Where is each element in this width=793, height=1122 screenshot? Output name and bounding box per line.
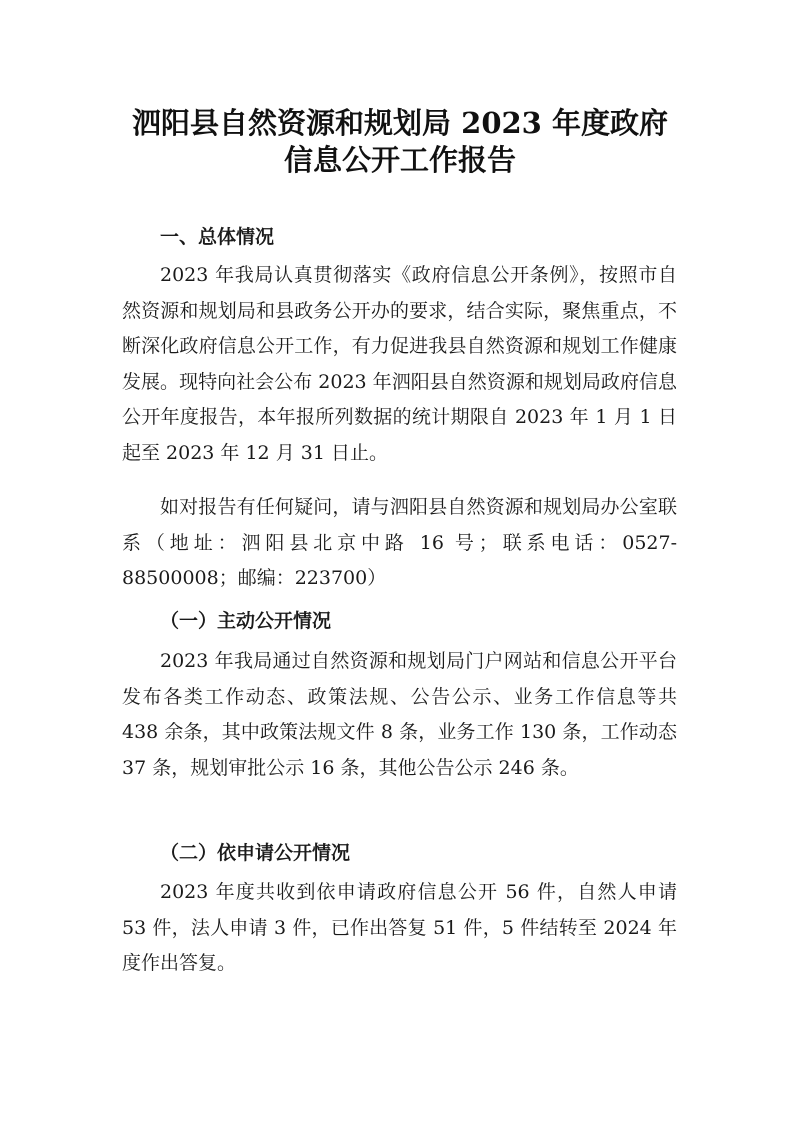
document-title-line-2: 信息公开工作报告 [283,143,516,177]
application-disclosure-paragraph: 2023 年度共收到依申请政府信息公开 56 件，自然人申请 53 件，法人申请 3 件，已作出答复 51 件，5 件结转至 2024 年度作出答复。 [122,881,677,975]
subsection-heading-active-disclosure: （一）主动公开情况 [160,610,332,632]
contact-paragraph: 如对报告有任何疑问，请与泗阳县自然资源和规划局办公室联系（地址：泗阳县北京中路 16 号；联系电话：0527-88500008；邮编：223700） [122,496,677,590]
document-title-line-1: 泗阳县自然资源和规划局 2023 年度政府 [132,106,668,140]
section-heading-overview: 一、总体情况 [160,226,275,248]
subsection-heading-application-disclosure: （二）依申请公开情况 [160,842,351,864]
overview-paragraph: 2023 年我局认真贯彻落实《政府信息公开条例》，按照市自然资源和规划局和县政务公开办的要求，结合实际，聚焦重点，不断深化政府信息公开工作，有力促进我县自然资源和规划工作健康发展。现特向社会公布 2023 年泗阳县自然资源和规划局政府信息公开年度报告，本年报所列数据的统计期限自 2023 年 1 月 1 日起至 2023 年 12 月 31 日止。 [122,264,677,464]
active-disclosure-paragraph: 2023 年我局通过自然资源和规划局门户网站和信息公开平台发布各类工作动态、政策法规、公告公示、业务工作信息等共 438 余条，其中政策法规文件 8 条，业务工作 130 条，工作动态 37 条，规划审批公示 16 条，其他公告公示 246 条。 [122,650,677,779]
